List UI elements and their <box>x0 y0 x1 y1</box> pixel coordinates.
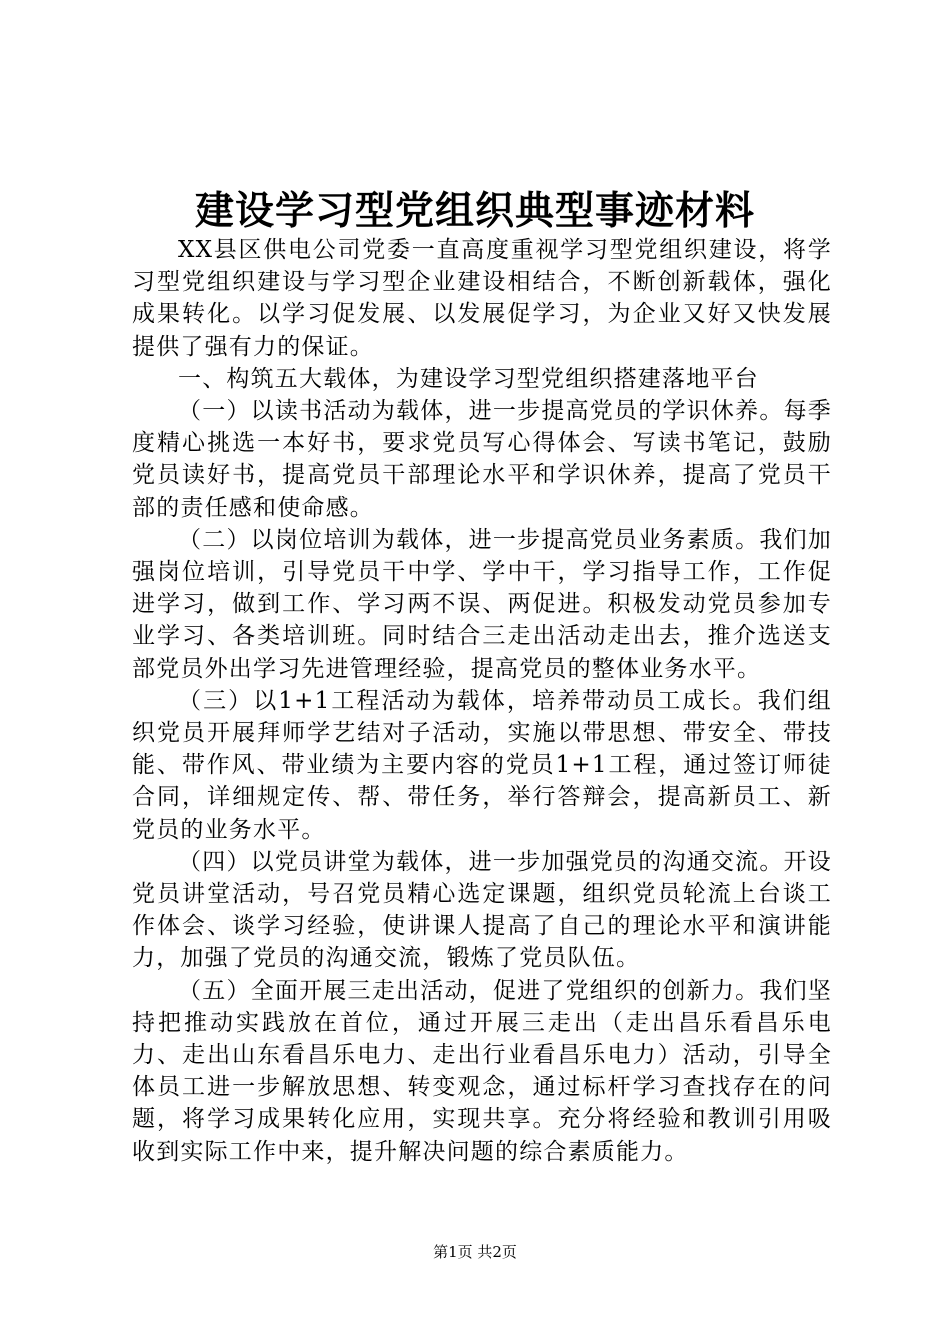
intro-paragraph: XX县区供电公司党委一直高度重视学习型党组织建设，将学习型党组织建设与学习型企业建设相结合，不断创新载体，强化成果转化。以学习促发展、以发展促学习，为企业又好又快发展提供了强有力的保证。 <box>132 237 832 360</box>
paragraph-item-4: （四）以党员讲堂为载体，进一步加强党员的沟通交流。开设党员讲堂活动，号召党员精心选定课题，组织党员轮流上台谈工作体会、谈学习经验，使讲课人提高了自己的理论水平和演讲能力，加强了党员的沟通交流，锻炼了党员队伍。 <box>132 848 832 972</box>
document-title: 建设学习型党组织典型事迹材料 <box>194 188 755 234</box>
paragraph-item-1: （一）以读书活动为载体，进一步提高党员的学识休养。每季度精心挑选一本好书，要求党员写心得体会、写读书笔记，鼓励党员读好书，提高党员干部理论水平和学识休养，提高了党员干部的责任感和使命感。 <box>132 398 832 521</box>
document-body <box>132 234 832 1168</box>
section-heading: 一、构筑五大载体，为建设学习型党组织搭建落地平台 <box>178 365 759 392</box>
paragraph-item-3: （三）以1+1工程活动为载体，培养带动员工成长。我们组织党员开展拜师学艺结对子活动，实施以带思想、带安全、带技能、带作风、带业绩为主要内容的党员1+1工程，通过签订师徒合同，详细规定传、帮、带任务，举行答辩会，提高新员工、新党员的业务水平。 <box>132 687 832 843</box>
paragraph-item-2: （二）以岗位培训为载体，进一步提高党员业务素质。我们加强岗位培训，引导党员干中学、学中干，学习指导工作，工作促进学习，做到工作、学习两不误、两促进。积极发动党员参加专业学习、各类培训班。同时结合三走出活动走出去，推介选送支部党员外出学习先进管理经验，提高党员的整体业务水平。 <box>132 526 832 682</box>
page-footer: 第1页 共2页 <box>433 1243 517 1261</box>
paragraph-item-5: （五）全面开展三走出活动，促进了党组织的创新力。我们坚持把推动实践放在首位，通过开展三走出（走出昌乐看昌乐电力、走出山东看昌乐电力、走出行业看昌乐电力）活动，引导全体员工进一步解放思想、转变观念，通过标杆学习查找存在的问题，将学习成果转化应用，实现共享。充分将经验和教训引用吸收到实际工作中来，提升解决问题的综合素质能力。 <box>132 977 832 1165</box>
